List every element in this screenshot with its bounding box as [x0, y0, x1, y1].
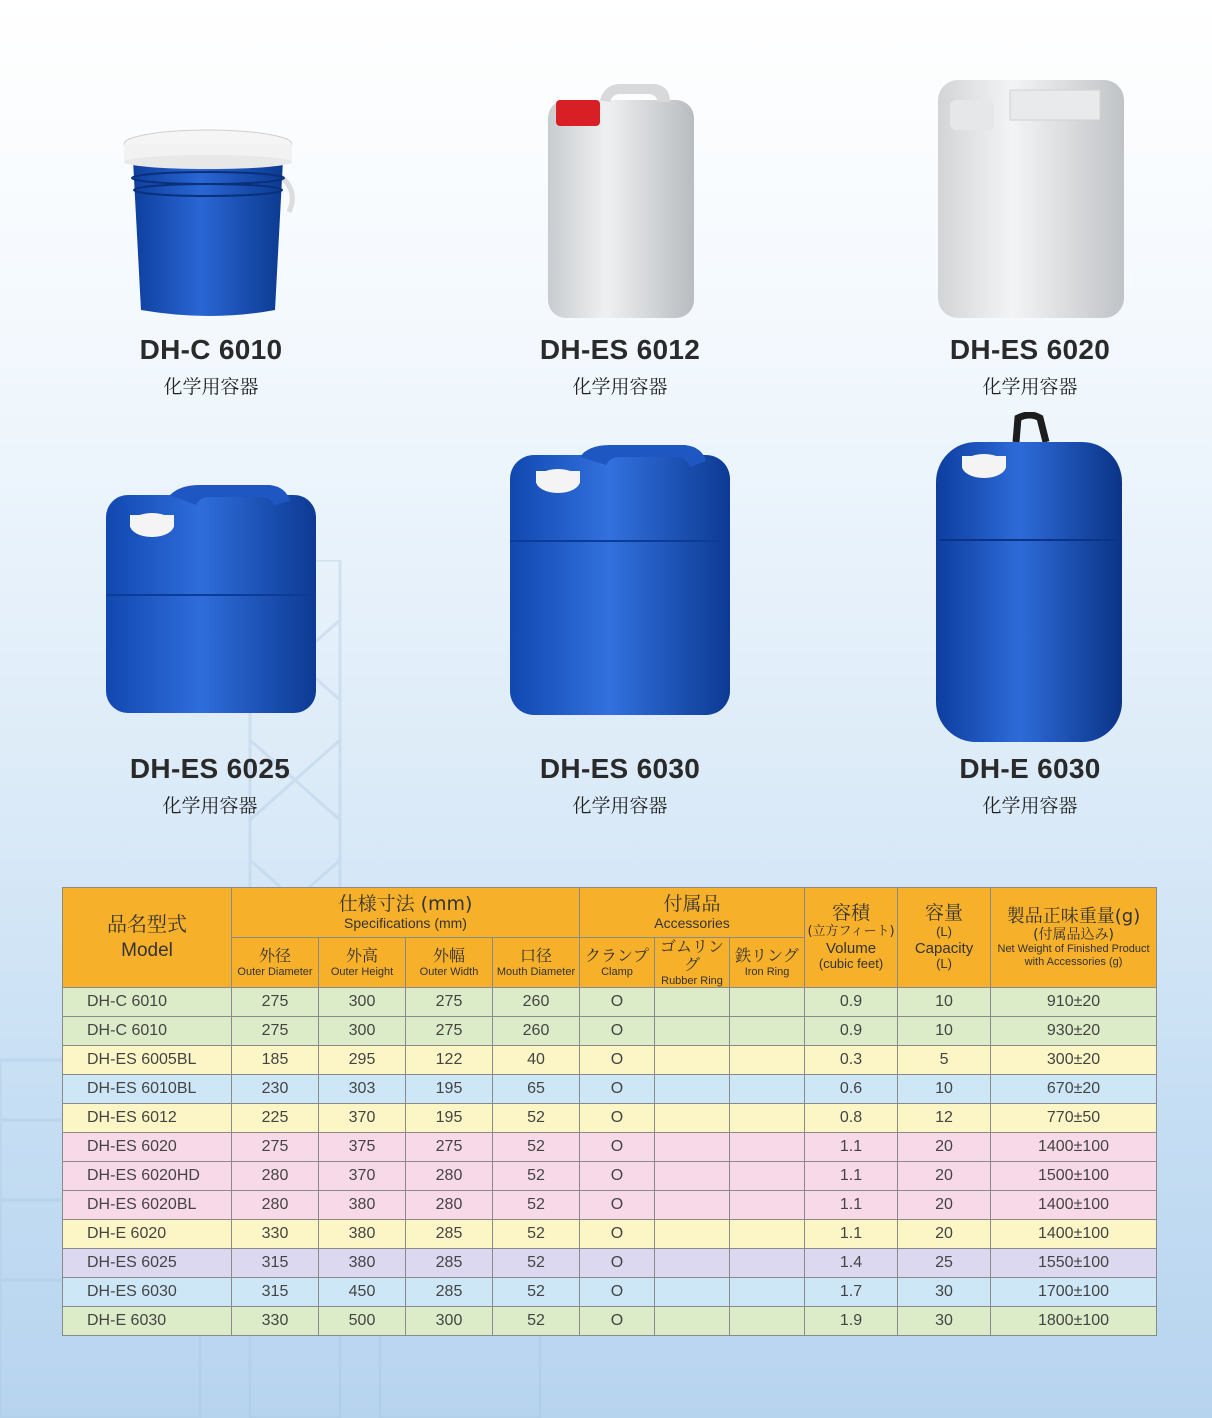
cell-oh: 500: [319, 1307, 406, 1336]
cell-wt: 1500±100: [991, 1162, 1157, 1191]
product-name: DH-ES 6020: [949, 334, 1111, 365]
cell-md: 52: [493, 1191, 580, 1220]
cell-od: 185: [232, 1046, 319, 1075]
cell-md: 52: [493, 1104, 580, 1133]
table-row: [63, 1075, 1157, 1104]
cell-iron: [730, 1191, 805, 1220]
cell-md: 260: [493, 1017, 580, 1046]
cell-iron: [730, 1249, 805, 1278]
cell-wt: 1800±100: [991, 1307, 1157, 1336]
table-row: [63, 1191, 1157, 1220]
cell-oh: 303: [319, 1075, 406, 1104]
cell-wt: 930±20: [991, 1017, 1157, 1046]
cell-md: 52: [493, 1278, 580, 1307]
product-subtitle: 化学用容器: [572, 795, 668, 817]
product-subtitle: 化学用容器: [982, 376, 1078, 398]
cell-model: DH-ES 6012: [63, 1104, 232, 1133]
cell-od: 275: [232, 1133, 319, 1162]
cell-model: DH-ES 6030: [63, 1278, 232, 1307]
table-row: [63, 1046, 1157, 1075]
cell-clamp: O: [580, 1191, 655, 1220]
cell-ow: 280: [406, 1162, 493, 1191]
cell-iron: [730, 1278, 805, 1307]
cell-vol: 1.1: [805, 1191, 898, 1220]
cell-wt: 1700±100: [991, 1278, 1157, 1307]
cell-rubber: [655, 1104, 730, 1133]
cell-od: 315: [232, 1249, 319, 1278]
cell-od: 315: [232, 1278, 319, 1307]
cell-rubber: [655, 1220, 730, 1249]
cell-vol: 0.6: [805, 1075, 898, 1104]
cell-cap: 10: [898, 1075, 991, 1104]
cell-od: 280: [232, 1191, 319, 1220]
cell-clamp: O: [580, 1017, 655, 1046]
cell-vol: 1.1: [805, 1220, 898, 1249]
cell-model: DH-C 6010: [63, 1017, 232, 1046]
cell-iron: [730, 988, 805, 1017]
product-name: DH-ES 6025: [129, 753, 291, 784]
header-iron-ring: 鉄リング Iron Ring: [730, 938, 805, 988]
cell-rubber: [655, 1046, 730, 1075]
cell-md: 52: [493, 1307, 580, 1336]
spec-table-body: [63, 988, 1157, 1336]
cell-wt: 770±50: [991, 1104, 1157, 1133]
cell-rubber: [655, 1075, 730, 1104]
cell-od: 275: [232, 1017, 319, 1046]
header-accessories: 付属品 Accessories: [580, 888, 805, 938]
cell-md: 40: [493, 1046, 580, 1075]
cell-oh: 380: [319, 1220, 406, 1249]
cell-model: DH-ES 6025: [63, 1249, 232, 1278]
cell-wt: 1400±100: [991, 1220, 1157, 1249]
cell-rubber: [655, 1278, 730, 1307]
cell-ow: 122: [406, 1046, 493, 1075]
header-outer-diameter: 外径 Outer Diameter: [232, 938, 319, 988]
cell-cap: 5: [898, 1046, 991, 1075]
cell-oh: 300: [319, 988, 406, 1017]
cell-cap: 10: [898, 1017, 991, 1046]
cell-oh: 375: [319, 1133, 406, 1162]
header-capacity: 容量 (L) Capacity (L): [898, 888, 991, 988]
cell-vol: 1.1: [805, 1133, 898, 1162]
cell-ow: 285: [406, 1278, 493, 1307]
cell-ow: 195: [406, 1104, 493, 1133]
cell-md: 260: [493, 988, 580, 1017]
cell-rubber: [655, 1249, 730, 1278]
table-row: [63, 1104, 1157, 1133]
cell-clamp: O: [580, 1162, 655, 1191]
cell-iron: [730, 1075, 805, 1104]
cell-rubber: [655, 1191, 730, 1220]
cell-vol: 1.9: [805, 1307, 898, 1336]
cell-md: 52: [493, 1133, 580, 1162]
cell-md: 52: [493, 1249, 580, 1278]
table-row: [63, 988, 1157, 1017]
cell-rubber: [655, 1017, 730, 1046]
cell-cap: 20: [898, 1133, 991, 1162]
cell-oh: 370: [319, 1104, 406, 1133]
cell-ow: 300: [406, 1307, 493, 1336]
cell-iron: [730, 1133, 805, 1162]
header-outer-height: 外高 Outer Height: [319, 938, 406, 988]
table-row: [63, 1249, 1157, 1278]
cell-wt: 1550±100: [991, 1249, 1157, 1278]
header-rubber-ring: ゴムリング Rubber Ring: [655, 938, 730, 988]
product-name: DH-ES 6012: [539, 334, 701, 365]
product-subtitle: 化学用容器: [572, 376, 668, 398]
cell-model: DH-ES 6010BL: [63, 1075, 232, 1104]
cell-clamp: O: [580, 1104, 655, 1133]
cell-oh: 450: [319, 1278, 406, 1307]
product-subtitle: 化学用容器: [163, 376, 259, 398]
cell-iron: [730, 1046, 805, 1075]
cell-od: 275: [232, 988, 319, 1017]
cell-ow: 280: [406, 1191, 493, 1220]
cell-vol: 0.9: [805, 1017, 898, 1046]
cell-model: DH-C 6010: [63, 988, 232, 1017]
header-mouth-diameter: 口径 Mouth Diameter: [493, 938, 580, 988]
table-row: [63, 1162, 1157, 1191]
white-jerrycan-icon: [880, 80, 1180, 320]
cell-ow: 285: [406, 1220, 493, 1249]
cell-cap: 20: [898, 1191, 991, 1220]
table-row: [63, 1307, 1157, 1336]
cell-od: 280: [232, 1162, 319, 1191]
cell-iron: [730, 1162, 805, 1191]
cell-vol: 0.3: [805, 1046, 898, 1075]
table-row: [63, 1017, 1157, 1046]
product-subtitle: 化学用容器: [162, 795, 258, 817]
cell-rubber: [655, 1162, 730, 1191]
table-row: [63, 1278, 1157, 1307]
cell-rubber: [655, 988, 730, 1017]
cell-cap: 30: [898, 1307, 991, 1336]
product-subtitle: 化学用容器: [982, 795, 1078, 817]
cell-wt: 910±20: [991, 988, 1157, 1017]
cell-oh: 370: [319, 1162, 406, 1191]
white-jerrycan-icon: [470, 80, 770, 320]
cell-cap: 20: [898, 1162, 991, 1191]
cell-clamp: O: [580, 1133, 655, 1162]
cell-oh: 380: [319, 1191, 406, 1220]
cell-wt: 670±20: [991, 1075, 1157, 1104]
blue-drum-icon: [880, 412, 1180, 744]
cell-cap: 10: [898, 988, 991, 1017]
table-row: [63, 1220, 1157, 1249]
table-row: [63, 1133, 1157, 1162]
product-name: DH-E 6030: [959, 753, 1101, 784]
cell-iron: [730, 1104, 805, 1133]
header-clamp: クランプ Clamp: [580, 938, 655, 988]
cell-cap: 30: [898, 1278, 991, 1307]
cell-wt: 1400±100: [991, 1133, 1157, 1162]
cell-ow: 195: [406, 1075, 493, 1104]
blue-jerrycan-icon: [470, 445, 770, 717]
cell-md: 52: [493, 1220, 580, 1249]
cell-model: DH-ES 6020BL: [63, 1191, 232, 1220]
cell-md: 52: [493, 1162, 580, 1191]
cell-model: DH-E 6020: [63, 1220, 232, 1249]
cell-clamp: O: [580, 1075, 655, 1104]
cell-clamp: O: [580, 1249, 655, 1278]
cell-model: DH-E 6030: [63, 1307, 232, 1336]
cell-clamp: O: [580, 1278, 655, 1307]
cell-rubber: [655, 1307, 730, 1336]
cell-ow: 285: [406, 1249, 493, 1278]
header-specifications: 仕様寸法 (mm) Specifications (mm): [232, 888, 580, 938]
cell-od: 330: [232, 1307, 319, 1336]
header-model: 品名型式 Model: [63, 888, 232, 988]
blue-jerrycan-icon: [60, 485, 360, 715]
spec-table: [62, 887, 1157, 1336]
cell-od: 330: [232, 1220, 319, 1249]
cell-iron: [730, 1220, 805, 1249]
blue-pail-icon: [61, 120, 361, 320]
cell-cap: 25: [898, 1249, 991, 1278]
cell-vol: 1.4: [805, 1249, 898, 1278]
cell-oh: 380: [319, 1249, 406, 1278]
cell-ow: 275: [406, 988, 493, 1017]
cell-rubber: [655, 1133, 730, 1162]
cell-od: 225: [232, 1104, 319, 1133]
cell-ow: 275: [406, 1017, 493, 1046]
cell-clamp: O: [580, 1220, 655, 1249]
cell-wt: 1400±100: [991, 1191, 1157, 1220]
cell-clamp: O: [580, 988, 655, 1017]
cell-cap: 12: [898, 1104, 991, 1133]
header-outer-width: 外幅 Outer Width: [406, 938, 493, 988]
product-name: DH-ES 6030: [539, 753, 701, 784]
header-net-weight: 製品正味重量(g) (付属品込み) Net Weight of Finished Product with Accessories (g): [991, 888, 1157, 988]
cell-ow: 275: [406, 1133, 493, 1162]
cell-oh: 300: [319, 1017, 406, 1046]
cell-iron: [730, 1017, 805, 1046]
cell-clamp: O: [580, 1046, 655, 1075]
cell-vol: 0.9: [805, 988, 898, 1017]
cell-model: DH-ES 6020HD: [63, 1162, 232, 1191]
cell-oh: 295: [319, 1046, 406, 1075]
cell-od: 230: [232, 1075, 319, 1104]
cell-clamp: O: [580, 1307, 655, 1336]
cell-model: DH-ES 6020: [63, 1133, 232, 1162]
cell-vol: 1.7: [805, 1278, 898, 1307]
cell-md: 65: [493, 1075, 580, 1104]
cell-wt: 300±20: [991, 1046, 1157, 1075]
cell-model: DH-ES 6005BL: [63, 1046, 232, 1075]
product-name: DH-C 6010: [139, 334, 283, 365]
cell-vol: 0.8: [805, 1104, 898, 1133]
cell-vol: 1.1: [805, 1162, 898, 1191]
cell-cap: 20: [898, 1220, 991, 1249]
cell-iron: [730, 1307, 805, 1336]
header-volume: 容積 (立方フィート) Volume (cubic feet): [805, 888, 898, 988]
